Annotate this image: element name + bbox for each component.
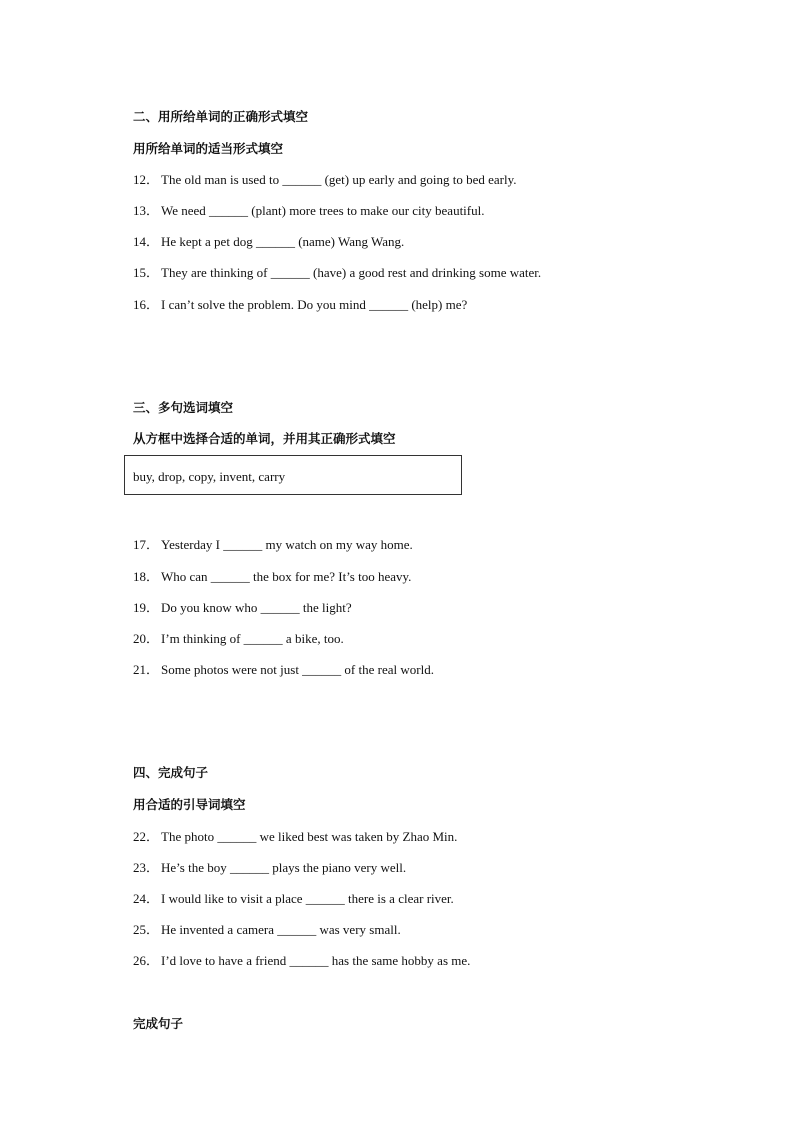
question-number: 26．	[133, 953, 160, 968]
question-text: The photo ______ we liked best was taken by Zhao Min.	[161, 829, 458, 844]
question-text: We need ______ (plant) more trees to make our city beautiful.	[161, 203, 485, 218]
question-text: He’s the boy ______ plays the piano very well.	[161, 860, 407, 875]
question-23	[133, 860, 406, 876]
question-24	[133, 891, 454, 907]
section-3-instruction: 从方框中选择合适的单词，并用其正确形式填空	[133, 431, 396, 446]
question-17	[133, 537, 413, 553]
question-number: 16．	[133, 297, 160, 312]
section-2-instruction: 用所给单词的适当形式填空	[133, 141, 284, 156]
question-16	[133, 297, 467, 313]
question-text: He invented a camera ______ was very small.	[161, 922, 401, 937]
section-3-heading: 三、多句选词填空	[133, 400, 234, 415]
question-text: I’d love to have a friend ______ has the same hobby as me.	[161, 953, 471, 968]
question-number: 15．	[133, 265, 160, 280]
question-number: 13．	[133, 203, 160, 218]
question-text: Some photos were not just ______ of the real world.	[161, 662, 434, 677]
question-number: 19．	[133, 600, 160, 615]
question-20	[133, 631, 344, 647]
word-bank-box	[124, 455, 462, 495]
question-22	[133, 829, 457, 845]
question-text: Do you know who ______ the light?	[161, 600, 352, 615]
word-bank-text: buy, drop, copy, invent, carry	[133, 469, 286, 484]
question-14	[133, 234, 404, 250]
question-15	[133, 265, 541, 281]
question-text: I would like to visit a place ______ there is a clear river.	[161, 891, 454, 906]
section-4-instruction: 用合适的引导词填空	[133, 797, 246, 812]
question-number: 12．	[133, 172, 160, 187]
question-19	[133, 600, 352, 616]
question-number: 22．	[133, 829, 160, 844]
question-18	[133, 569, 411, 585]
question-25	[133, 922, 401, 938]
question-text: Yesterday I ______ my watch on my way home.	[161, 537, 413, 552]
question-number: 18．	[133, 569, 160, 584]
question-12	[133, 172, 517, 188]
section-2-heading: 二、用所给单词的正确形式填空	[133, 109, 309, 124]
question-text: He kept a pet dog ______ (name) Wang Wang.	[161, 234, 405, 249]
question-number: 14．	[133, 234, 160, 249]
question-number: 21．	[133, 662, 160, 677]
question-text: The old man is used to ______ (get) up early and going to bed early.	[161, 172, 517, 187]
question-number: 23．	[133, 860, 160, 875]
question-13	[133, 203, 484, 219]
question-text: Who can ______ the box for me? It’s too heavy.	[161, 569, 412, 584]
question-number: 24．	[133, 891, 160, 906]
section-4-heading: 四、完成句子	[133, 765, 209, 780]
question-21	[133, 662, 434, 678]
question-26	[133, 953, 470, 969]
question-text: They are thinking of ______ (have) a good rest and drinking some water.	[161, 265, 542, 280]
question-number: 20．	[133, 631, 160, 646]
question-text: I can’t solve the problem. Do you mind ______ (help) me?	[161, 297, 468, 312]
question-number: 25．	[133, 922, 160, 937]
section-5-instruction: 完成句子	[133, 1016, 184, 1031]
question-number: 17．	[133, 537, 160, 552]
question-text: I’m thinking of ______ a bike, too.	[161, 631, 344, 646]
